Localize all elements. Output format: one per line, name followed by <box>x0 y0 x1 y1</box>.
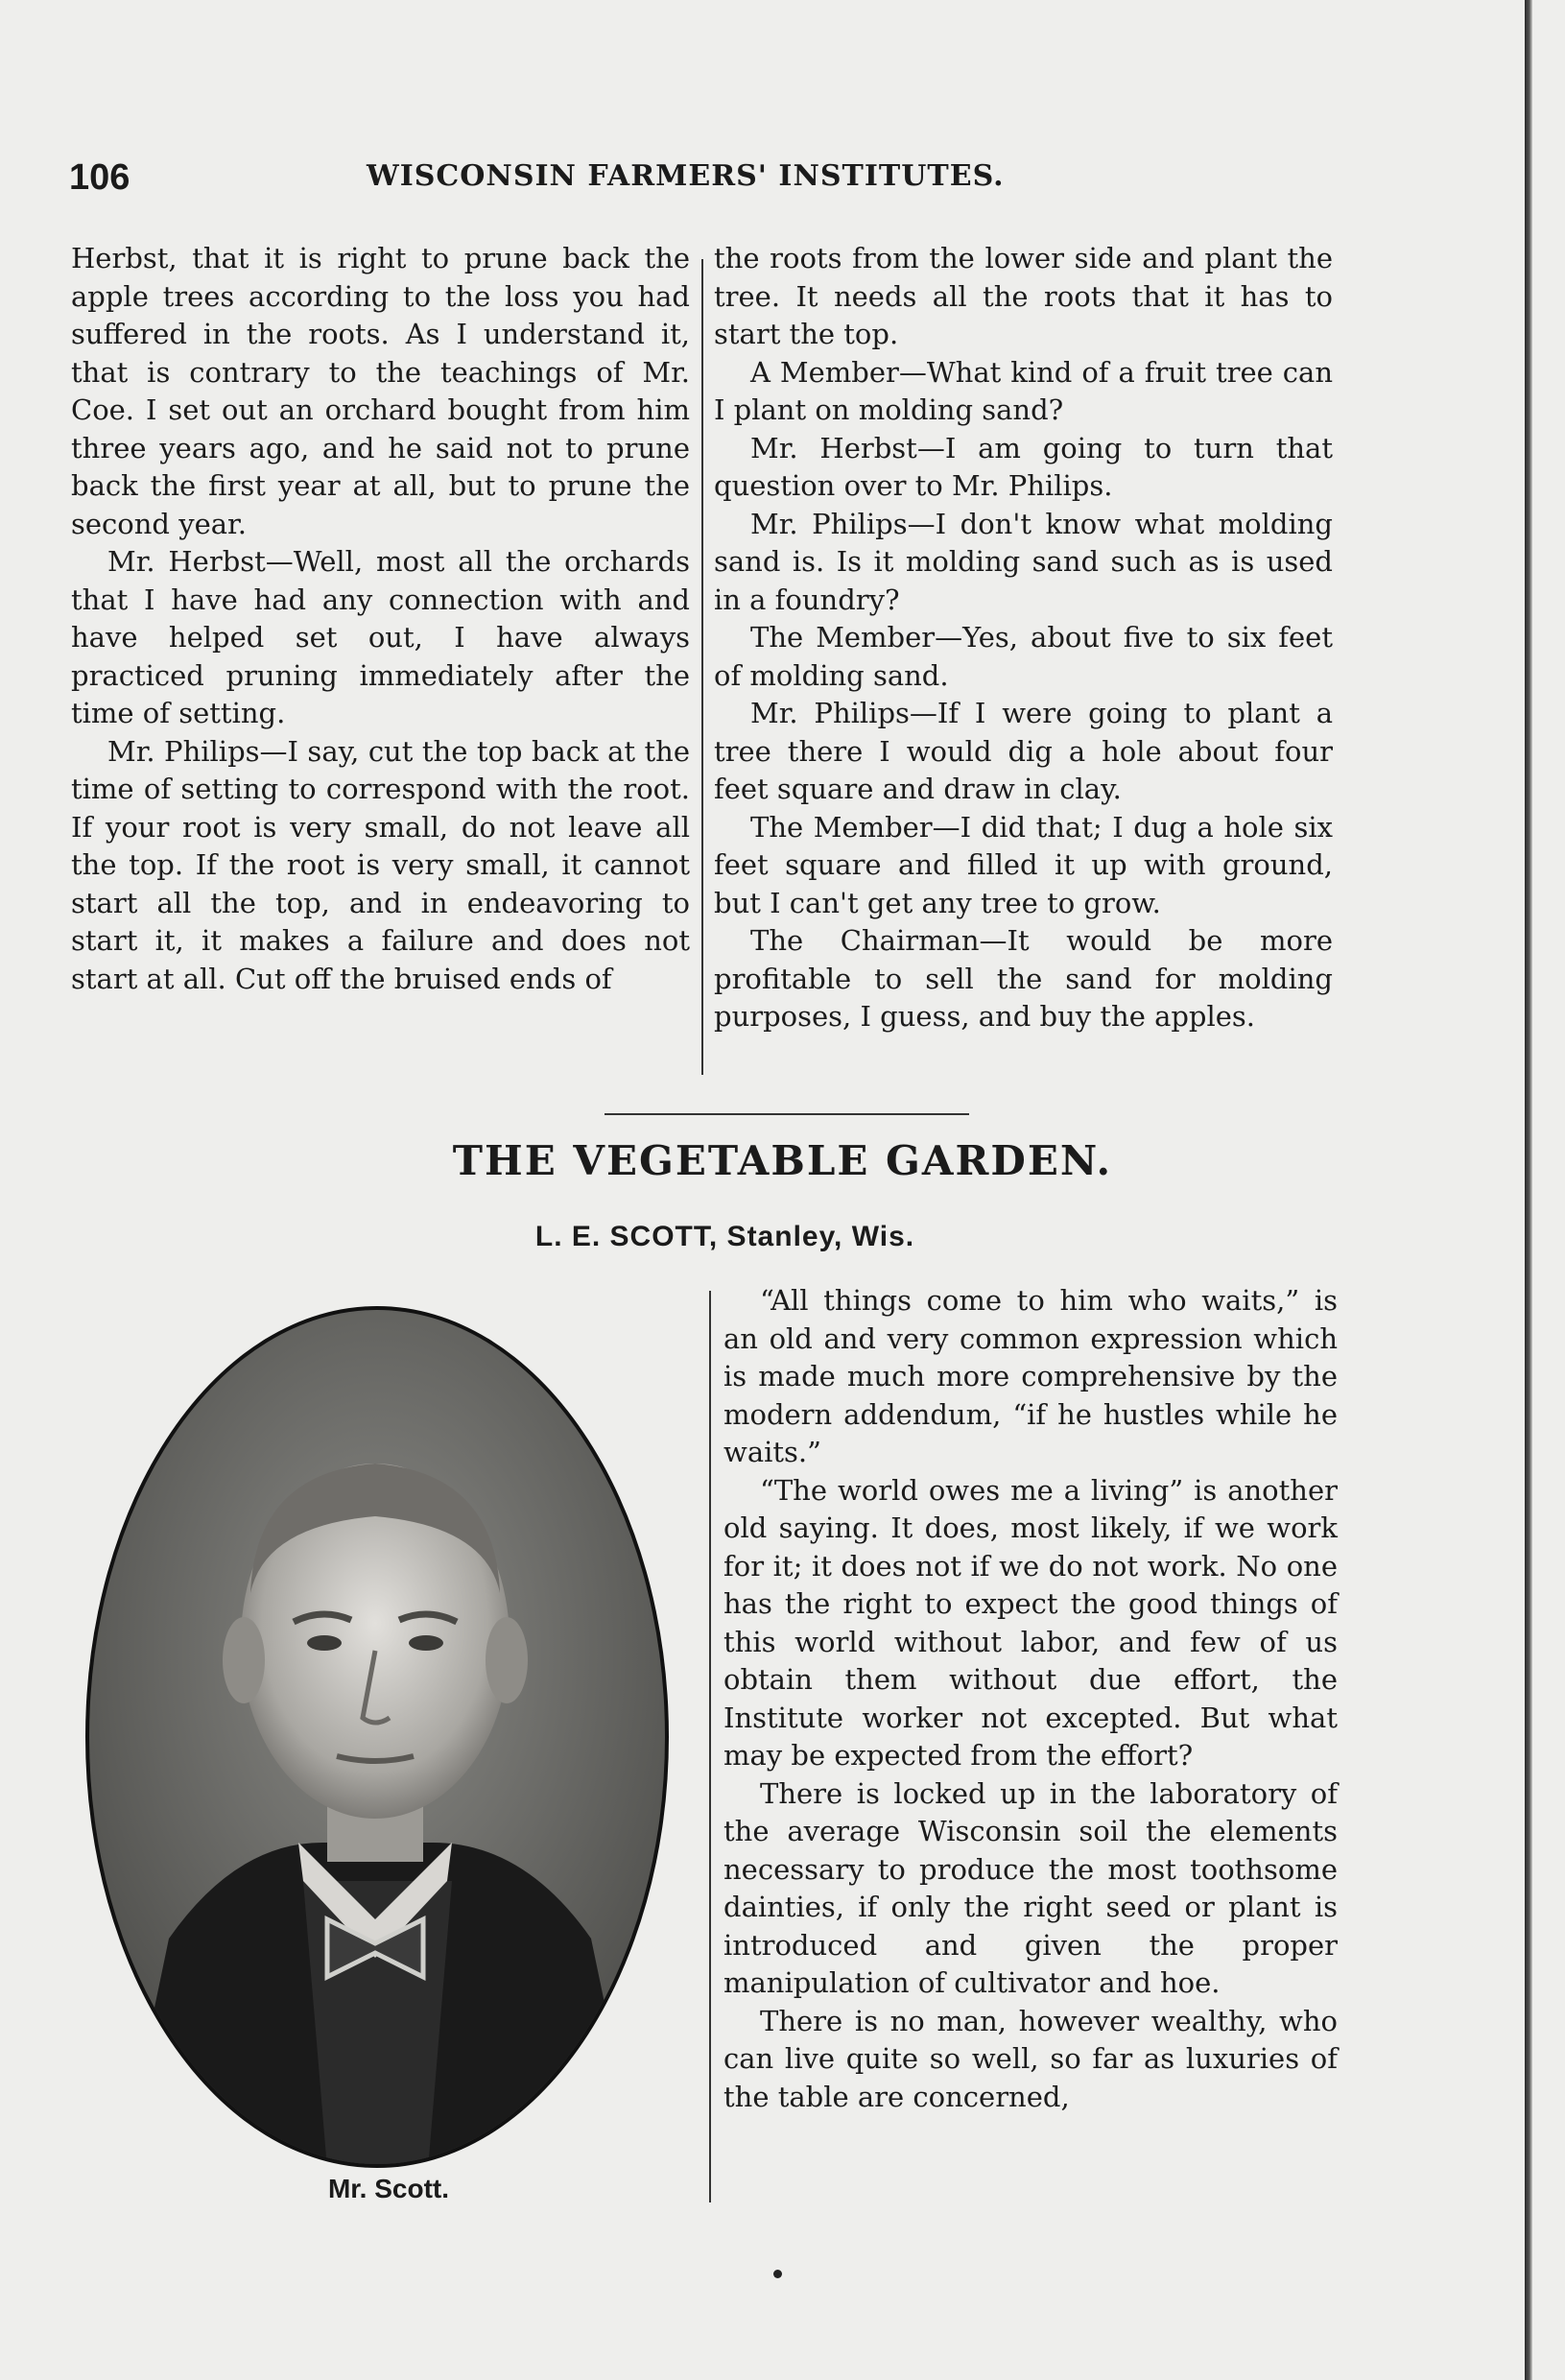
paragraph: Mr. Philips—If I were going to plant a tree there I would dig a hole about four feet square and draw in clay. <box>714 697 1333 805</box>
paragraph: Herbst, that it is right to prune back the apple trees according to the loss you had suffered in the roots. As I understand it, that is contrary to the teachings of Mr. Coe. I set out an orchard bought from him three years ago, and he said not to prune back the first year at all, but to prune the second year. <box>71 242 690 540</box>
paragraph: The Member—I did that; I dug a hole six feet square and filled it up with ground, but I can't get any tree to grow. <box>714 810 1333 919</box>
section-rule <box>605 1113 969 1115</box>
paragraph: the roots from the lower side and plant the tree. It needs all the roots that it has to start the top. <box>714 242 1333 350</box>
printer-mark <box>773 2270 782 2278</box>
article-byline: L. E. SCOTT, Stanley, Wis. <box>534 1221 915 1252</box>
page-number: 106 <box>69 157 130 198</box>
page-header <box>69 154 1336 211</box>
article-title: THE VEGETABLE GARDEN. <box>452 1137 1113 1184</box>
portrait-photo <box>83 1305 673 2169</box>
paragraph: The Member—Yes, about five to six feet of molding sand. <box>714 621 1333 692</box>
page-edge <box>1525 0 1532 2380</box>
paragraph: Mr. Herbst—I am going to turn that question over to Mr. Philips. <box>714 431 1333 502</box>
paragraph: Mr. Herbst—Well, most all the orchards that I have had any connection with and have helped set out, I have always practiced pruning immediately after the time of setting. <box>71 545 690 729</box>
paragraph: There is locked up in the laboratory of the average Wisconsin soil the elements necessary to produce the most toothsome dainties, if only the right seed or plant is introduced and given the proper manipulation of cultivator and hoe. <box>723 1776 1338 1999</box>
paragraph: Mr. Philips—I don't know what molding sand is. Is it molding sand such as is used in a foundry? <box>714 507 1333 616</box>
left-column <box>71 240 690 998</box>
running-head: WISCONSIN FARMERS' INSTITUTES. <box>367 159 1005 193</box>
paragraph: A Member—What kind of a fruit tree can I plant on molding sand? <box>714 355 1333 426</box>
paragraph: “The world owes me a living” is another old saying. It does, most likely, if we work for it; it does not if we do not work. No one has the right to expect the good things of this world without labor, and few of us obtain them without due effort, the Institute worker not excepted. But what may be expected from the effort? <box>723 1473 1338 1772</box>
article-body <box>723 1282 1338 2116</box>
paragraph: The Chairman—It would be more profitable to sell the sand for molding purposes, I guess, and buy the apples. <box>714 924 1333 1033</box>
paragraph: There is no man, however wealthy, who can live quite so well, so far as luxuries of the table are concerned, <box>723 2004 1338 2113</box>
paragraph: “All things come to him who waits,” is an old and very common expression which is made much more comprehensive by the modern addendum, “if he hustles while he waits.” <box>723 1284 1338 1468</box>
photo-caption: Mr. Scott. <box>327 2174 449 2203</box>
column-divider <box>701 259 703 1075</box>
article-column-divider <box>709 1291 711 2202</box>
right-column <box>714 240 1333 1036</box>
paragraph: Mr. Philips—I say, cut the top back at the time of setting to correspond with the root. If your root is very small, do not leave all the top. If the root is very small, it cannot start all the top, and in endeavoring to start it, it makes a failure and does not start at all. Cut off the bruised ends of <box>71 734 690 995</box>
